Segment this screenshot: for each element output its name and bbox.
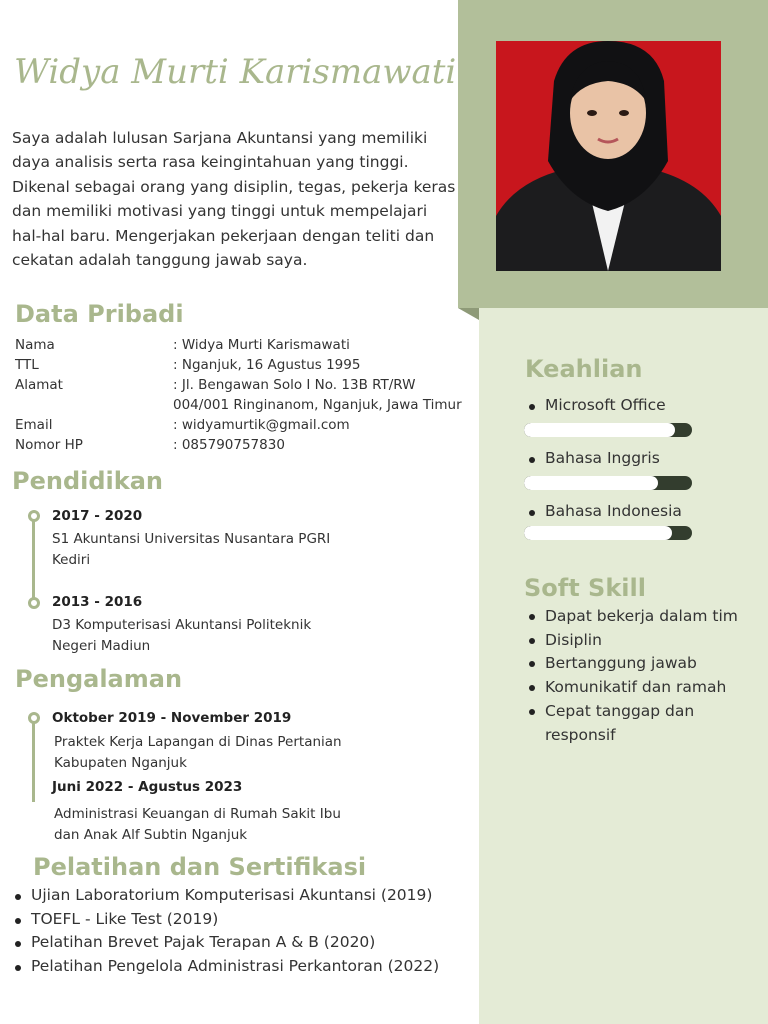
experience-line: dan Anak Alf Subtin Nganjuk bbox=[54, 827, 248, 843]
education-line: Negeri Madiun bbox=[52, 638, 151, 654]
skill-bar-fill bbox=[524, 423, 675, 437]
personal-row-email bbox=[15, 417, 350, 433]
skill-label: Bahasa Indonesia bbox=[528, 502, 682, 520]
education-description bbox=[52, 615, 382, 657]
pendidikan-heading: Pendidikan bbox=[12, 467, 164, 495]
experience-line: Administrasi Keuangan di Rumah Sakit Ibu bbox=[54, 806, 341, 822]
experience-description bbox=[54, 732, 384, 774]
data-pribadi-heading: Data Pribadi bbox=[15, 300, 184, 328]
training-item: TOEFL - Like Test (2019) bbox=[13, 908, 439, 932]
training-item: Ujian Laboratorium Komputerisasi Akuntansi (2019) bbox=[13, 884, 439, 908]
skill-label: Bahasa Inggris bbox=[528, 449, 660, 467]
personal-value: : widyamurtik@gmail.com bbox=[173, 417, 350, 433]
education-timeline-line bbox=[32, 520, 35, 604]
experience-description bbox=[54, 804, 384, 846]
personal-row-address bbox=[15, 377, 416, 393]
experience-period: Oktober 2019 - November 2019 bbox=[52, 710, 292, 726]
skill-bar bbox=[524, 476, 692, 490]
timeline-dot bbox=[28, 510, 40, 522]
skill-label: Microsoft Office bbox=[528, 396, 666, 414]
personal-label: Alamat bbox=[15, 377, 63, 393]
education-line: S1 Akuntansi Universitas Nusantara PGRI bbox=[52, 531, 331, 547]
personal-value: : Nganjuk, 16 Agustus 1995 bbox=[173, 357, 361, 373]
timeline-dot bbox=[28, 597, 40, 609]
training-item: Pelatihan Brevet Pajak Terapan A & B (2020) bbox=[13, 931, 439, 955]
personal-value: : Jl. Bengawan Solo I No. 13B RT/RW bbox=[173, 377, 416, 393]
skill-bar-fill bbox=[524, 526, 672, 540]
experience-line: Kabupaten Nganjuk bbox=[54, 755, 187, 771]
soft-skill-item: Dapat bekerja dalam tim bbox=[528, 605, 758, 629]
skill-bar bbox=[524, 423, 692, 437]
soft-skill-list bbox=[528, 605, 758, 747]
personal-value: : 085790757830 bbox=[173, 437, 285, 453]
education-description bbox=[52, 529, 382, 571]
soft-skill-item: Komunikatif dan ramah bbox=[528, 676, 758, 700]
personal-label: Nama bbox=[15, 337, 55, 353]
soft-skill-item: Disiplin bbox=[528, 629, 758, 653]
training-list bbox=[13, 884, 439, 979]
personal-value: 004/001 Ringinanom, Nganjuk, Jawa Timur bbox=[173, 397, 462, 413]
panel-fold-decoration bbox=[458, 308, 479, 320]
education-years: 2013 - 2016 bbox=[52, 594, 143, 610]
keahlian-heading: Keahlian bbox=[525, 355, 643, 383]
personal-value: : Widya Murti Karismawati bbox=[173, 337, 350, 353]
training-item: Pelatihan Pengelola Administrasi Perkantoran (2022) bbox=[13, 955, 439, 979]
education-line: Kediri bbox=[52, 552, 91, 568]
personal-label: Email bbox=[15, 417, 53, 433]
personal-row-ttl bbox=[15, 357, 360, 373]
soft-skill-item: Bertanggung jawab bbox=[528, 652, 758, 676]
resume-name: Widya Murti Karismawati bbox=[14, 52, 457, 92]
personal-label: Nomor HP bbox=[15, 437, 83, 453]
timeline-dot bbox=[28, 712, 40, 724]
personal-row-phone bbox=[15, 437, 285, 453]
soft-skill-heading: Soft Skill bbox=[524, 574, 646, 602]
personal-row-address-cont bbox=[15, 397, 462, 413]
personal-row-name bbox=[15, 337, 350, 353]
experience-timeline-line bbox=[32, 722, 35, 802]
personal-label: TTL bbox=[15, 357, 39, 373]
pelatihan-heading: Pelatihan dan Sertifikasi bbox=[33, 853, 367, 881]
experience-line: Praktek Kerja Lapangan di Dinas Pertanian bbox=[54, 734, 342, 750]
education-years: 2017 - 2020 bbox=[52, 508, 143, 524]
summary-paragraph: Saya adalah lulusan Sarjana Akuntansi yang memiliki daya analisis serta rasa keingintahuan yang tinggi. Dikenal sebagai orang yang disiplin, tegas, pekerja keras dan memiliki motivasi yang tinggi untuk mempelajari hal-hal baru. Mengerjakan pekerjaan dengan teliti dan cekatan adalah tanggung jawab saya. bbox=[12, 129, 456, 270]
education-line: D3 Komputerisasi Akuntansi Politeknik bbox=[52, 617, 312, 633]
profile-photo bbox=[496, 41, 721, 271]
soft-skill-item: Cepat tanggap dan responsif bbox=[528, 700, 758, 747]
skill-bar bbox=[524, 526, 692, 540]
skill-bar-fill bbox=[524, 476, 658, 490]
pengalaman-heading: Pengalaman bbox=[15, 665, 183, 693]
experience-period: Juni 2022 - Agustus 2023 bbox=[52, 779, 243, 795]
